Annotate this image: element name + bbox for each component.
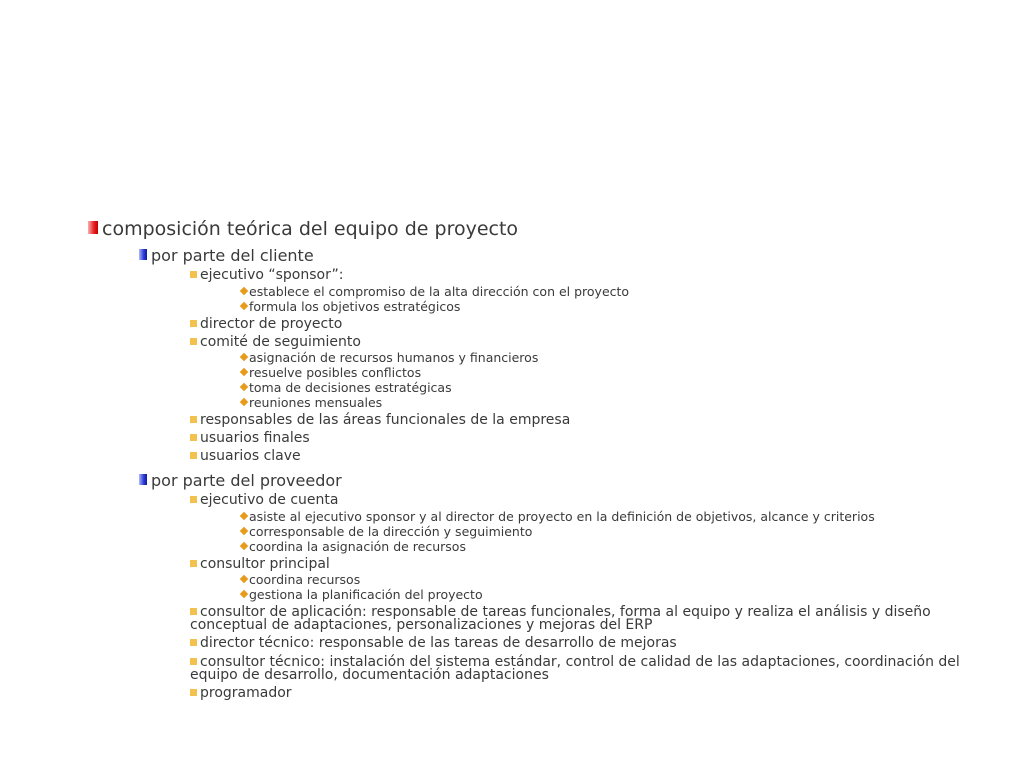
red-square-bullet-icon	[88, 221, 98, 234]
orange-diamond-bullet-icon	[240, 302, 248, 310]
item-programador: programador	[190, 687, 960, 700]
yellow-square-bullet-icon	[190, 320, 197, 327]
section-cliente: por parte del cliente	[139, 246, 999, 266]
item-responsables: responsables de las áreas funcionales de la empresa	[190, 414, 960, 427]
orange-diamond-bullet-icon	[240, 368, 248, 376]
item-ejecutivo-cuenta: ejecutivo de cuenta	[190, 494, 960, 507]
orange-diamond-bullet-icon	[240, 527, 248, 535]
subitem: resuelve posibles conflictos	[241, 365, 1001, 380]
subitem: corresponsable de la dirección y seguimiento	[241, 524, 1001, 539]
item-consultor-aplicacion: consultor de aplicación: responsable de tareas funcionales, forma al equipo y realiza el análisis y diseño conceptual de adaptaciones, personalizaciones y mejoras del ERP	[190, 604, 931, 633]
yellow-square-bullet-icon	[190, 416, 197, 423]
yellow-square-bullet-icon	[190, 658, 197, 665]
subitem: asiste al ejecutivo sponsor y al director de proyecto en la definición de objetivos, alcance y criterios	[241, 509, 1001, 524]
yellow-square-bullet-icon	[190, 560, 197, 567]
item-consultor-tecnico: consultor técnico: instalación del sistema estándar, control de calidad de las adaptaciones, coordinación del equipo de desarrollo, documentación adaptaciones	[190, 654, 960, 683]
item-usuarios-finales: usuarios finales	[190, 432, 960, 445]
yellow-square-bullet-icon	[190, 639, 197, 646]
item-sponsor: ejecutivo “sponsor”:	[190, 269, 960, 282]
slide-heading: composición teórica del equipo de proyecto	[88, 217, 988, 241]
item-comite: comité de seguimiento	[190, 336, 960, 349]
orange-diamond-bullet-icon	[240, 575, 248, 583]
blue-square-bullet-icon	[139, 249, 147, 260]
item-usuarios-clave: usuarios clave	[190, 450, 960, 463]
subitem: establece el compromiso de la alta dirección con el proyecto	[241, 284, 1001, 299]
subitem: gestiona la planificación del proyecto	[241, 587, 1001, 602]
subitem: formula los objetivos estratégicos	[241, 299, 1001, 314]
item-consultor-principal: consultor principal	[190, 558, 960, 571]
yellow-square-bullet-icon	[190, 496, 197, 503]
orange-diamond-bullet-icon	[240, 512, 248, 520]
subitem: toma de decisiones estratégicas	[241, 380, 1001, 395]
yellow-square-bullet-icon	[190, 689, 197, 696]
orange-diamond-bullet-icon	[240, 287, 248, 295]
item-director-tecnico: director técnico: responsable de las tareas de desarrollo de mejoras	[190, 637, 960, 650]
orange-diamond-bullet-icon	[240, 398, 248, 406]
section-proveedor: por parte del proveedor	[139, 471, 999, 491]
subitem: coordina la asignación de recursos	[241, 539, 1001, 554]
yellow-square-bullet-icon	[190, 452, 197, 459]
orange-diamond-bullet-icon	[240, 383, 248, 391]
item-director: director de proyecto	[190, 318, 960, 331]
yellow-square-bullet-icon	[190, 338, 197, 345]
yellow-square-bullet-icon	[190, 608, 197, 615]
orange-diamond-bullet-icon	[240, 353, 248, 361]
subitem: asignación de recursos humanos y financieros	[241, 350, 1001, 365]
yellow-square-bullet-icon	[190, 434, 197, 441]
yellow-square-bullet-icon	[190, 271, 197, 278]
subitem: reuniones mensuales	[241, 395, 1001, 410]
orange-diamond-bullet-icon	[240, 542, 248, 550]
orange-diamond-bullet-icon	[240, 590, 248, 598]
blue-square-bullet-icon	[139, 474, 147, 485]
subitem: coordina recursos	[241, 572, 1001, 587]
